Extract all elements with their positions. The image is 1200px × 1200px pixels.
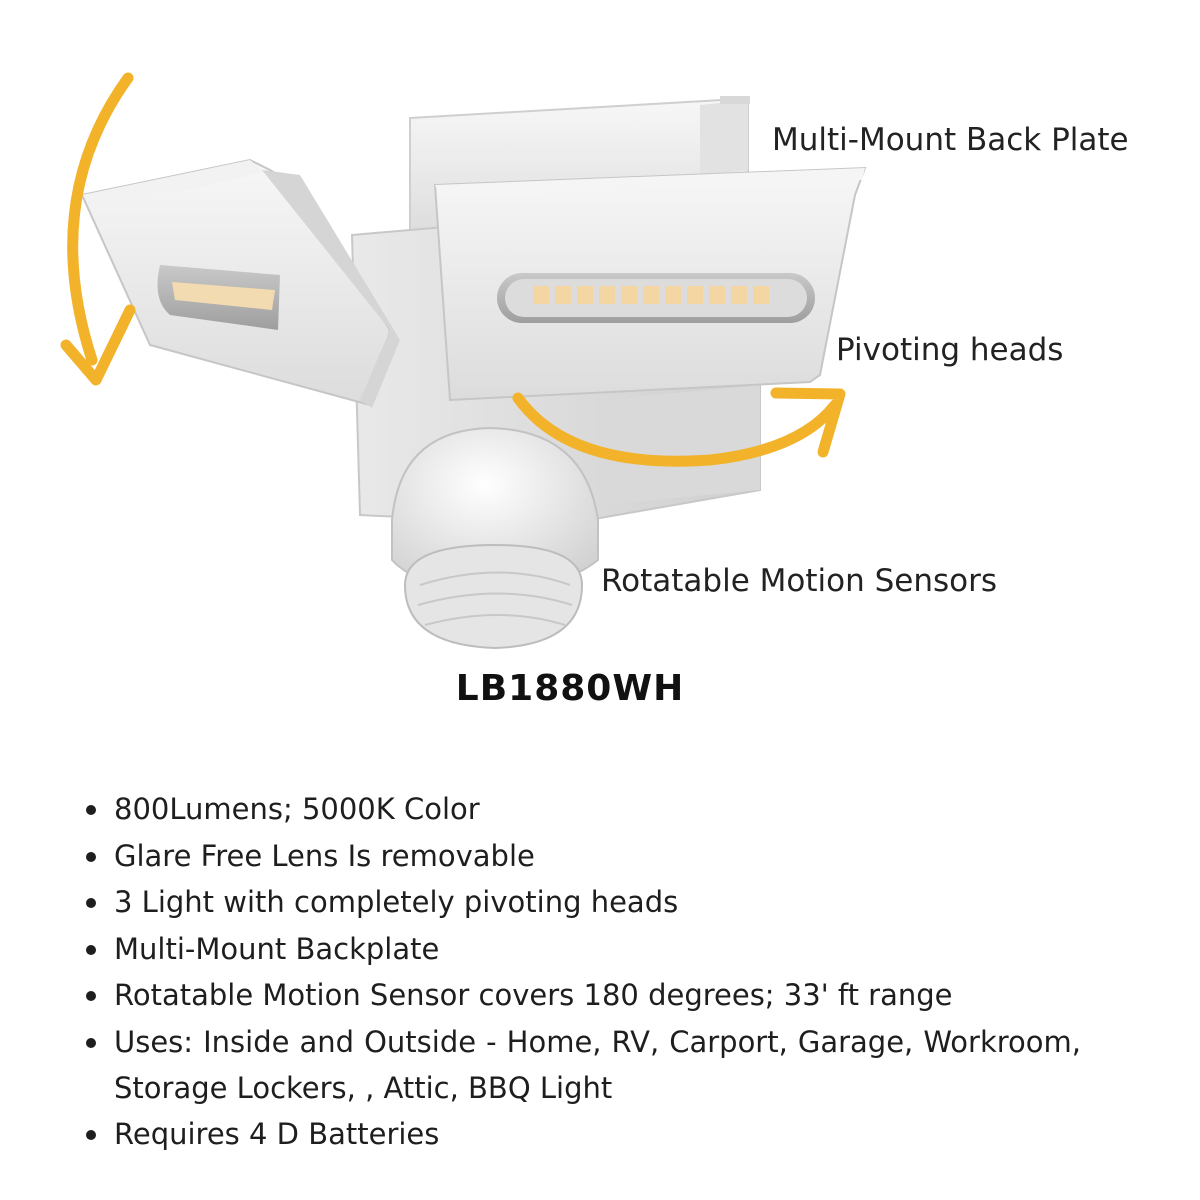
feature-item: 3 Light with completely pivoting heads	[86, 879, 1081, 926]
motion-sensor	[392, 428, 598, 648]
feature-item: Multi-Mount Backplate	[86, 926, 1081, 973]
feature-item: Glare Free Lens Is removable	[86, 833, 1081, 880]
model-number: LB1880WH	[455, 668, 685, 709]
feature-item: Uses: Inside and Outside - Home, RV, Carport, Garage, Workroom, Storage Lockers, , Attic, BBQ Light	[86, 1019, 1081, 1111]
right-light-head	[435, 168, 865, 400]
feature-item: Rotatable Motion Sensor covers 180 degrees; 33' ft range	[86, 972, 1081, 1019]
left-light-head	[82, 160, 400, 408]
feature-item: Requires 4 D Batteries	[86, 1111, 1081, 1158]
led-strip	[533, 286, 769, 304]
feature-item: 800Lumens; 5000K Color	[86, 786, 1081, 833]
callout-motion-sensors: Rotatable Motion Sensors	[601, 563, 997, 599]
feature-list	[86, 786, 1081, 1157]
callout-back-plate: Multi-Mount Back Plate	[772, 122, 1129, 158]
callout-pivoting-heads: Pivoting heads	[836, 332, 1064, 368]
